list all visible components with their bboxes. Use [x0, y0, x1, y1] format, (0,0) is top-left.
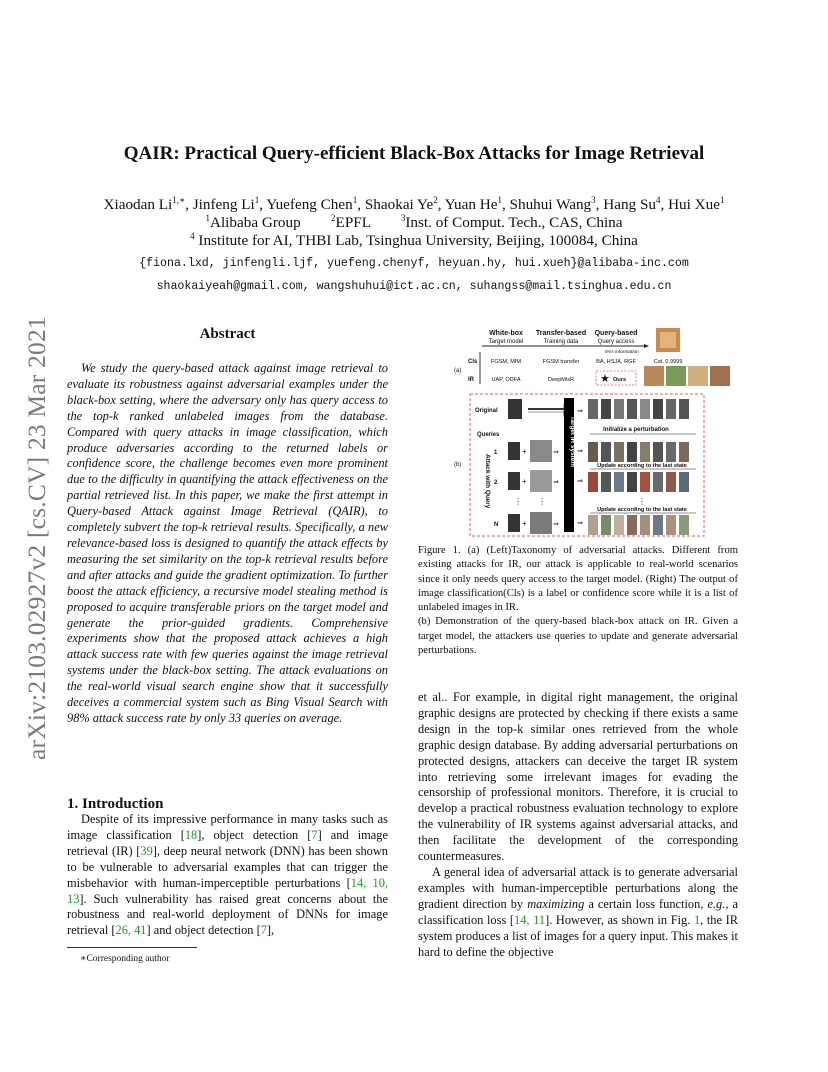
svg-text:⇒: ⇒ — [553, 521, 559, 528]
arxiv-identifier: arXiv:2103.02927v2 [cs.CV] 23 Mar 2021 — [22, 316, 51, 760]
figure-panel-b — [454, 394, 704, 536]
author-block — [40, 196, 788, 296]
author: Shuhui Wang$^3$ — [509, 195, 596, 213]
ir-result-image — [666, 366, 686, 386]
svg-text:⋮: ⋮ — [514, 497, 522, 506]
author: Hui Xue$^1$ — [668, 195, 725, 213]
author: Hang Su$^4$ — [603, 195, 661, 213]
svg-text:+: + — [522, 447, 527, 456]
abstract-text: We study the query-based attack against image retrieval to evaluate its robustness against adversarial examples under the black-box setting, where the adversary only has query access to the top-k ranked unlabeled images from the database. Compared with query attacks in image classification, which produce adversaries according to the returned labels or confidence score, the challenge becomes even more prominent due to the difficulty in quantifying the attack effectiveness on the partial retrieved list. In this paper, we make the first attempt in Query-based Attack against Image Retrieval (QAIR), to completely subvert the top-k retrieval results. Specifically, a new relevance-based loss is designed to quantify the attack effects by measuring the set similarity on the top-k retrieval results before and after attacks and guide the gradient optimization. To further boost the attack efficiency, a recursive model stealing method is proposed to acquire transferable priors on the target model and generate the prior-guided gradients. Comprehensive experiments show that the proposed attack achieves a high attack success rate with few queries against the image retrieval systems under the black-box setting. The attack evaluations on the real-world visual search engine show that it successfully deceives a commercial system such as Bing Visual Search with 98% attack success rate by only 33 queries on average. — [67, 361, 388, 725]
original-label: Original — [475, 408, 498, 414]
affiliations-line-1: $^1$Alibaba Group $^2$EPFL $^3$Inst. of Comput. Tech., CAS, China — [205, 213, 623, 231]
less-information-label: less information — [605, 350, 639, 355]
svg-text:+: + — [522, 519, 527, 528]
col-header-query: Query-based — [594, 330, 638, 337]
figure-caption — [418, 544, 738, 658]
right-paragraph-2: A general idea of adversarial attack is to generate adversarial examples with human-imperceptible perturbations along the gradient direction by maximizing a certain loss function, e.g., a classification loss [14, 11]. However, as shown in Fig. 1, the IR system produces a list of images for a query input. This makes it hard to define the objective — [418, 865, 738, 959]
author: Xiaodan $Li^{1,∗}$ — [103, 195, 186, 213]
abstract-heading: Abstract — [199, 326, 256, 342]
query-row-1 — [494, 440, 559, 462]
figure-reference-link[interactable]: 1 — [693, 912, 701, 927]
col-header-transfer: Transfer-based — [535, 330, 587, 337]
citation-link[interactable]: 39 — [140, 843, 153, 858]
cls-query: BA, HSJA, RGF — [596, 359, 636, 365]
attack-with-query-label: Attack with Query — [484, 454, 491, 509]
author: Yuefeng Chen$^1$ — [266, 195, 358, 213]
svg-text:⇒: ⇒ — [577, 448, 583, 455]
svg-text:⇒: ⇒ — [553, 449, 559, 456]
citation-link[interactable]: 7 — [311, 827, 318, 842]
citation-link[interactable]: 14, 11 — [514, 912, 546, 927]
svg-text:2: 2 — [494, 480, 498, 486]
figure-panel-a — [454, 328, 730, 386]
init-perturbation-label: Initialize a perturbation — [603, 427, 669, 433]
svg-text:⋮: ⋮ — [638, 497, 646, 506]
right-paragraph-1: et al.. For example, in digital right management, the original graphic designs are protected by checking if there exists a same design in the top-k similar ones retrieved from the whole graphic design database. By adding adversarial perturbations on protected designs, attackers can deceive the target IR system into retrieving some irrelevant images for evading the censorship of professional monitors. Therefore, it is crucial to develop a practical robustness evaluation technology to explore the vulnerability of IR systems against adversarial attacks, and then facilitate the development of the corresponding countermeasures. — [418, 690, 738, 864]
introduction-heading: 1. Introduction — [67, 796, 164, 812]
figure-caption-b: (b) Demonstration of the query-based black-box attack on IR. Given a target model, the attackers use queries to update and generate adversarial perturbations. — [418, 616, 738, 657]
author: Shaokai Ye$^2$ — [364, 195, 438, 213]
ir-result-image — [710, 366, 730, 386]
emails-line-2: shaokaiyeah@gmail.com, wangshuhui@ict.ac.cn, suhangss@mail.tsinghua.edu.cn — [156, 280, 672, 293]
query-row-2 — [494, 470, 559, 492]
ir-query-ours: Ours — [613, 377, 627, 383]
figure-1 — [446, 326, 738, 538]
introduction-paragraph: Despite of its impressive performance in many tasks such as image classification [18], object detection [7] and image retrieval (IR) [39], deep neural network (DNN) has been shown to be vulnerable to adversarial examples that can trigger the misbehavior with human-imperceptible perturbations [14, 10, 13]. Such vulnerability has raised great concerns about the robustness and real-world deployment of DNNs for image retrieval [26, 41] and object detection [7], — [67, 812, 388, 938]
col-header-white-box: White-box — [489, 330, 523, 337]
ir-result-image — [688, 366, 708, 386]
retrieval-row-2 — [588, 472, 689, 492]
footnote-rule — [67, 947, 197, 948]
panel-a-label: (a) — [454, 368, 462, 374]
svg-text:⇒: ⇒ — [577, 478, 583, 485]
footnote: ∗Corresponding author — [80, 954, 170, 964]
citation-link[interactable]: 7 — [260, 923, 267, 938]
ir-result-image — [644, 366, 664, 386]
ir-transfer: DeepMisR — [547, 377, 575, 383]
svg-text:1: 1 — [494, 450, 498, 456]
col-header-query-sub: Query access — [597, 339, 635, 345]
citation-link[interactable]: 26, 41 — [115, 923, 147, 938]
paper-title: QAIR: Practical Query-efficient Black-Box Attacks for Image Retrieval — [123, 143, 705, 164]
svg-text:+: + — [522, 477, 527, 486]
affiliations-line-2: $^4$ Institute for AI, THBI Lab, Tsinghua University, Beijing, 100084, China — [190, 231, 638, 249]
star-icon: ★ — [600, 373, 610, 385]
panel-b-label: (b) — [454, 462, 462, 468]
ir-white: UAP, ODFA — [491, 377, 521, 383]
author: Yuan He$^1$ — [444, 195, 502, 213]
svg-text:N: N — [494, 522, 499, 528]
retrieval-row-n — [588, 515, 689, 535]
update-label-1: Update according to the last state — [597, 463, 687, 469]
svg-text:⇒: ⇒ — [577, 520, 583, 527]
cls-white: FGSM, MIM — [490, 359, 522, 365]
cls-result: Cat, 0.9999 — [653, 359, 683, 365]
emails-line-1: {fiona.lxd, jinfengli.ljf, yuefeng.chenyf, heyuan.hy, hui.xueh}@alibaba-inc.com — [139, 257, 689, 270]
author-list: Xiaodan $Li^{1,∗}$, Jinfeng Li$^1$, Yuefeng Chen$^1$, Shaokai Ye$^2$, Yuan He$^1$, Shuhui Wang$^3$, Hang Su$^4$, Hui Xue$^1$ — [103, 195, 725, 213]
col-header-transfer-sub: Training data — [543, 339, 579, 345]
cls-transfer: FGSM transfer — [542, 359, 580, 365]
citation-link[interactable]: 14, 10, 13 — [67, 875, 388, 906]
row-label-cls: Cls — [468, 359, 478, 365]
original-image — [508, 399, 522, 419]
retrieval-row-original — [588, 399, 689, 419]
retrieval-row-1 — [588, 442, 689, 462]
queries-label: Queries — [477, 432, 500, 438]
svg-text:⇒: ⇒ — [577, 408, 583, 415]
citation-link[interactable]: 18 — [184, 827, 198, 842]
svg-text:⋮: ⋮ — [538, 497, 546, 506]
col-header-white-box-sub: Target model — [488, 339, 524, 345]
update-label-2: Update according to the last state — [597, 507, 687, 513]
author: Jinfeng Li$^1$ — [192, 195, 260, 213]
row-label-ir: IR — [468, 377, 474, 383]
target-ir-system-label: Target IR system — [569, 416, 576, 468]
svg-text:⇒: ⇒ — [553, 479, 559, 486]
figure-caption-a: Figure 1. (a) (Left)Taxonomy of adversarial attacks. Different from existing attacks for IR, our attack is applicable to real-world scenarios since it only needs query access to the target model. (Right) The output of image classification(Cls) is a label or confidence score while it is a list of unlabeled images in IR. — [418, 545, 738, 614]
query-row-n — [494, 512, 559, 534]
